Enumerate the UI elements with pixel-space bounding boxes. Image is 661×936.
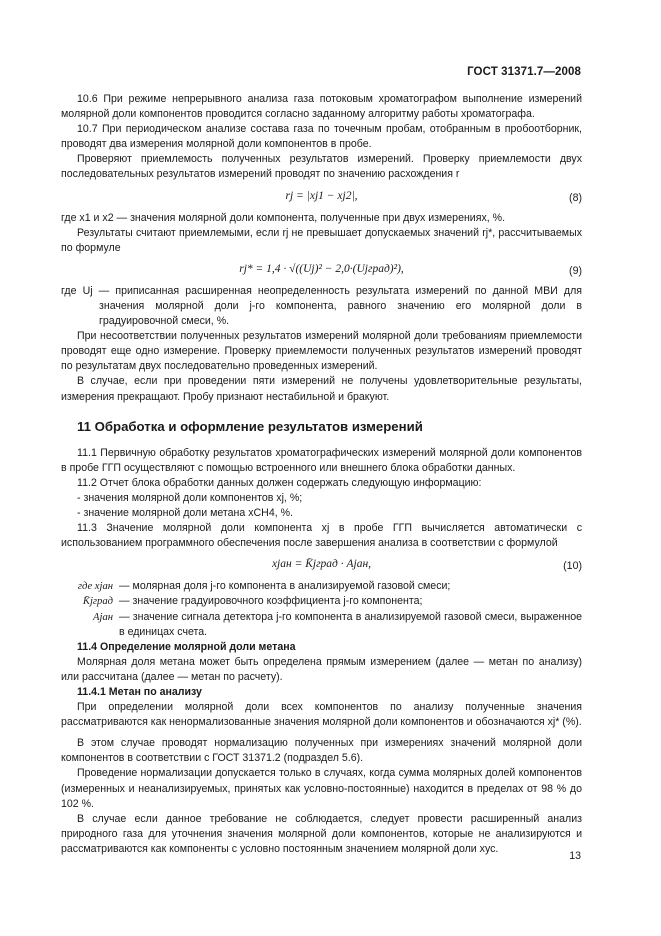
page-number: 13 (569, 850, 581, 862)
document-body (61, 92, 582, 857)
formula-8-number: (8) (569, 191, 582, 204)
definition-row (61, 610, 582, 640)
clause-11-4-1-para-c: Проведение нормализации допускается только в случаях, когда сумма молярных долей компонентов (измеренных и неанализируемых, принятых как условно-постоянные) находится в пределах от 98 % до 102 %. (61, 767, 582, 810)
clause-11-4-1-para-b: В этом случае проводят нормализацию полученных при измерениях значений молярной доли компонентов в соответствии с ГОСТ 31371.2 (подраздел 5.6). (61, 737, 582, 765)
formula-8 (61, 189, 582, 211)
definition-row (61, 579, 582, 594)
definition-text: — молярная доля j-го компонента в анализируемой газовой смеси; (119, 580, 451, 593)
section-11-heading: 11 Обработка и оформление результатов измерений (77, 418, 423, 434)
formula-9 (61, 262, 582, 284)
formula-8-expression: rj = |xj1 − xj2|, (285, 189, 358, 202)
mismatch-paragraph: При несоответствии полученных результатов измерений молярной доли требованиям приемлемости проводят еще одно измерение. Проверку приемлемости полученных результатов измерений проводят по результатам двух последовательно проведенных измерений. (61, 330, 582, 373)
five-measurements-paragraph: В случае, если при проведении пяти измерений не получены удовлетворительные результаты, измерения прекращают. Пробу признают нестабильной и бракуют. (61, 375, 582, 403)
clause-10-7: 10.7 При периодическом анализе состава газа по точечным пробам, отобранным в пробоотборник, проводят два измерения молярной доли компонентов в пробе. (61, 123, 582, 151)
list-item: - значения молярной доли компонентов xj, %; (77, 491, 303, 504)
clause-11-1: 11.1 Первичную обработку результатов хроматографических измерений молярной доли компонентов в пробе ГГП осуществляют с помощью встроенного или внешнего блока обработки данных. (61, 446, 582, 474)
results-paragraph: Результаты считают приемлемыми, если rj не превышает допускаемых значений rj*, рассчитываемых по формуле (61, 226, 582, 254)
clause-11-2: 11.2 Отчет блока обработки данных должен содержать следующую информацию: (77, 476, 482, 489)
clause-11-4-1-heading: 11.4.1 Метан по анализу (77, 686, 202, 698)
standard-header: ГОСТ 31371.7—2008 (467, 66, 581, 78)
definition-symbol: Ajан (93, 611, 113, 623)
x1-x2-definition: где x1 и x2 — значения молярной доли компонента, полученные при двух измерениях, %. (61, 211, 506, 224)
clause-11-4-1-para-d: В случае если данное требование не соблюдается, следует провести расширенный анализ природного газа для уточнения значения молярной доли компонентов, которые не анализируются и рассматриваются как компоненты с условно постоянным значением молярной доли xус. (61, 812, 582, 855)
clause-11-3: 11.3 Значение молярной доли компонента xj в пробе ГГП вычисляется автоматически с использованием программного обеспечения после завершения анализа в соответствии с формулой (61, 522, 582, 550)
definition-text: — значение градуировочного коэффициента j-го компонента; (119, 595, 423, 608)
definition-row (61, 594, 582, 609)
list-item: - значение молярной доли метана xCH4, %. (77, 507, 293, 520)
formula-10-number: (10) (563, 560, 582, 573)
definition-text: — значение сигнала детектора j-го компонента в анализируемой газовой смеси, выраженное в единицах счета. (119, 610, 582, 638)
clause-11-4-heading: 11.4 Определение молярной доли метана (77, 640, 296, 653)
report-list (61, 491, 582, 521)
formula-9-number: (9) (569, 264, 582, 277)
definition-symbol: K̄jград (82, 596, 113, 608)
clause-11-4-1-para-a: При определении молярной доли всех компонентов по анализу полученные значения рассматриваются как ненормализованные значения молярной доли компонентов и обозначаются xj* (%). (61, 701, 582, 729)
clause-11-4-text: Молярная доля метана может быть определена прямым измерением (далее — метан по анализу) или рассчитана (далее — метан по расчету). (61, 655, 582, 683)
acceptability-paragraph: Проверяют приемлемость полученных результатов измерений. Проверку приемлемости двух последовательных результатов измерений проводят по значению расхождения r (61, 153, 582, 181)
formula-9-expression: rj* = 1,4 · √((Uj)² − 2,0·(Ujград)²), (239, 262, 404, 275)
definition-symbol: где xjан (77, 581, 113, 593)
uj-definition: где Uj — приписанная расширенная неопределенность результата измерений по данной МВИ для значения молярной доли j-го компонента, равного значению его молярной доли в градуировочной смеси, %. (61, 284, 582, 328)
formula-10 (61, 557, 582, 579)
formula-10-expression: xjан = K̄jград · Ajан, (271, 558, 372, 571)
clause-10-6: 10.6 При режиме непрерывного анализа газа потоковым хроматографом выполнение измерений молярной доли компонентов проводится согласно заданному алгоритму работы хроматографа. (61, 93, 582, 121)
